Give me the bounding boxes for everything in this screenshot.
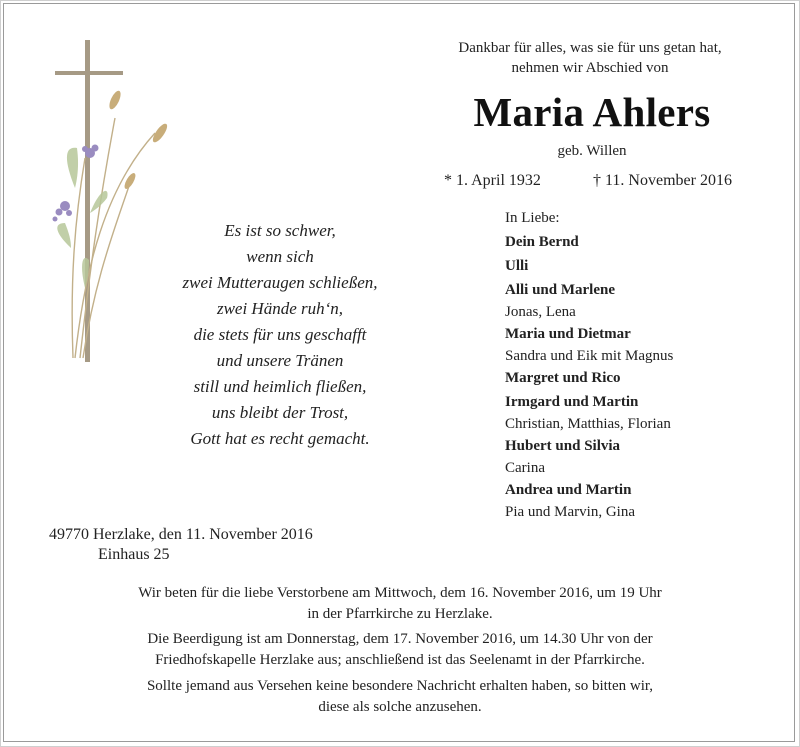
maiden-name: geb. Willen bbox=[557, 143, 627, 159]
closing-notice-line-2: diese als solche anzusehen. bbox=[318, 699, 482, 715]
family-label: In Liebe: bbox=[505, 210, 560, 226]
wheat-stems bbox=[72, 118, 155, 358]
address-line-1: 49770 Herzlake, den 11. November 2016 bbox=[49, 526, 313, 543]
poem-line: die stets für uns geschafft bbox=[193, 325, 367, 344]
family-member-name: Andrea und Martin bbox=[505, 482, 632, 498]
family-member-children: Jonas, Lena bbox=[505, 304, 576, 320]
poem-line: Es ist so schwer, bbox=[224, 221, 336, 240]
family-member-children: Carina bbox=[505, 460, 545, 476]
poem-line: Gott hat es recht gemacht. bbox=[190, 429, 370, 448]
poem-line: zwei Mutteraugen schließen, bbox=[182, 273, 378, 292]
funeral-notice-line-1: Die Beerdigung ist am Donnerstag, dem 17. November 2016, um 14.30 Uhr von der bbox=[147, 631, 653, 647]
family-member-children: Christian, Matthias, Florian bbox=[505, 416, 671, 432]
poem bbox=[150, 218, 410, 452]
prayer-notice-line-1: Wir beten für die liebe Verstorbene am Mittwoch, dem 16. November 2016, um 19 Uhr bbox=[138, 585, 662, 601]
family-list bbox=[505, 208, 673, 522]
intro-line-2: nehmen wir Abschied von bbox=[511, 60, 669, 76]
poem-line: still und heimlich fließen, bbox=[193, 377, 367, 396]
closing-notice bbox=[60, 676, 740, 718]
birth-date: * 1. April 1932 bbox=[444, 172, 541, 189]
deceased-name: Maria Ahlers bbox=[473, 89, 711, 135]
closing-notice-line-1: Sollte jemand aus Versehen keine besondere Nachricht erhalten haben, so bitten wir, bbox=[146, 678, 654, 694]
death-date: † 11. November 2016 bbox=[593, 172, 732, 189]
poem-line: uns bleibt der Trost, bbox=[211, 403, 349, 422]
family-member-children: Pia und Marvin, Gina bbox=[505, 504, 635, 520]
family-member-name: Maria und Dietmar bbox=[505, 326, 631, 342]
funeral-notice-line-2: Friedhofskapelle Herzlake aus; anschließend ist das Seelenamt in der Pfarrkirche. bbox=[155, 652, 645, 668]
cross-horizontal-beam bbox=[55, 71, 123, 75]
poem-line: wenn sich bbox=[246, 247, 314, 266]
family-member-name: Hubert und Silvia bbox=[505, 438, 621, 454]
leaves bbox=[57, 148, 107, 288]
intro-line-1: Dankbar für alles, was sie für uns getan hat, bbox=[458, 40, 722, 56]
family-member-name: Dein Bernd bbox=[505, 234, 579, 250]
prayer-notice-line-2: in der Pfarrkirche zu Herzlake. bbox=[307, 606, 493, 622]
family-member-name: Alli und Marlene bbox=[505, 282, 616, 298]
wheat-ears bbox=[107, 89, 169, 190]
address-line-2: Einhaus 25 bbox=[98, 546, 170, 563]
poem-line: und unsere Tränen bbox=[216, 351, 344, 370]
family-member-name: Ulli bbox=[505, 258, 529, 274]
family-member-name: Margret und Rico bbox=[505, 370, 621, 386]
poem-line: zwei Hände ruh‘n, bbox=[216, 299, 344, 318]
funeral-notice bbox=[60, 629, 740, 671]
family-member-name: Irmgard und Martin bbox=[505, 394, 639, 410]
prayer-notice bbox=[60, 583, 740, 625]
family-member-children: Sandra und Eik mit Magnus bbox=[505, 348, 674, 364]
